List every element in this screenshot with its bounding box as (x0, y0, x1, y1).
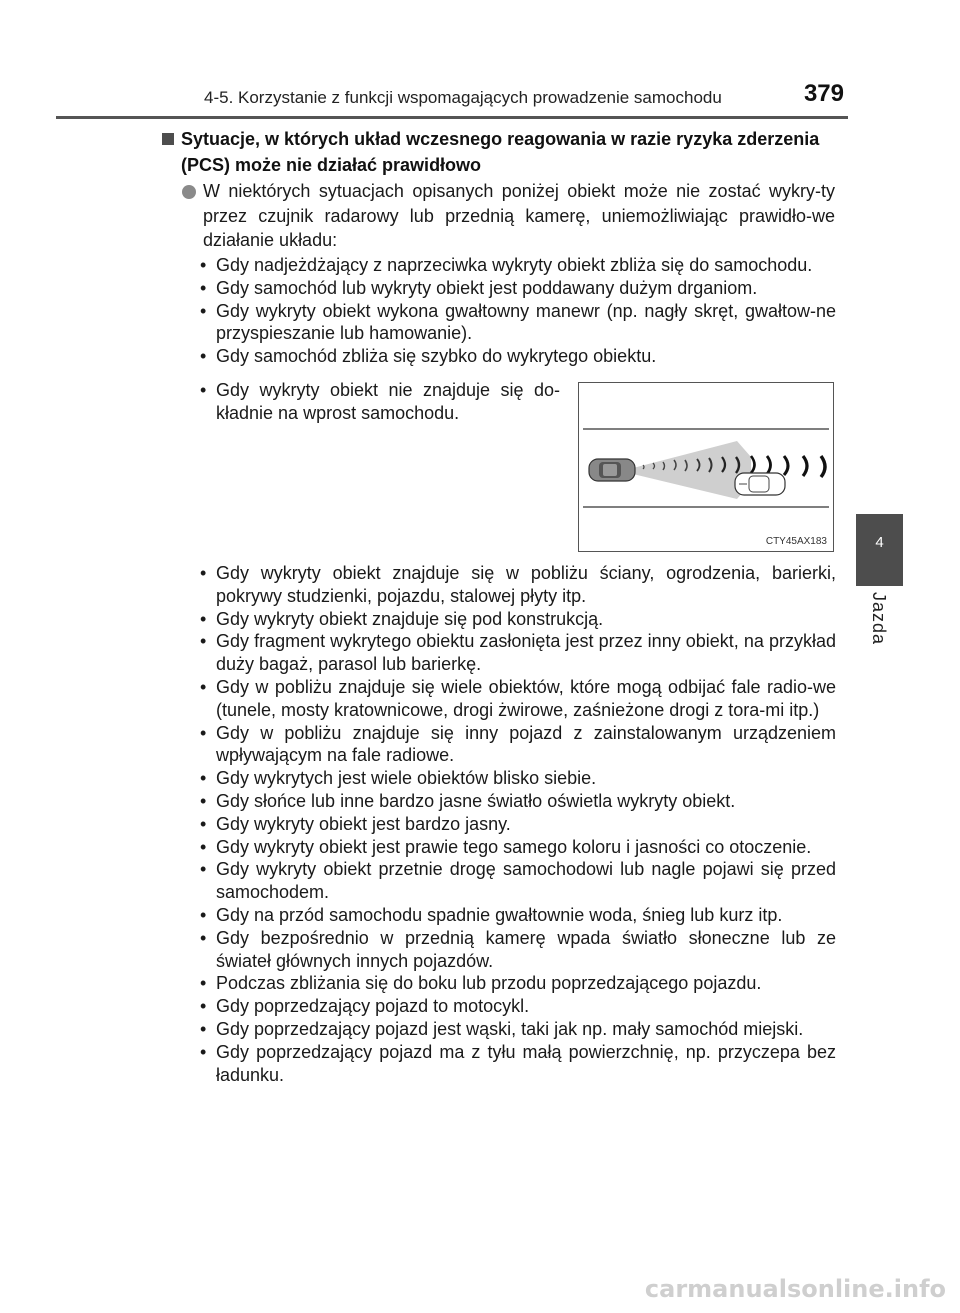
list-item: • Gdy fragment wykrytego obiektu zasłonięta jest przez inny obiekt, na przykład duży bagaż, parasol lub barierkę. (200, 630, 836, 676)
section-title: Sytuacje, w których układ wczesnego reagowania w razie ryzyka zderzenia (PCS) może nie działać prawidłowo (181, 129, 820, 175)
list-item: • Gdy słońce lub inne bardzo jasne światło oświetla wykryty obiekt. (200, 790, 836, 813)
chapter-number: 4 (875, 534, 884, 551)
list-item: • Gdy wykrytych jest wiele obiektów blisko siebie. (200, 767, 836, 790)
list-item: • Gdy wykryty obiekt wykona gwałtowny manewr (np. nagły skręt, gwałtow-ne przyspieszanie lub hamowanie). (200, 300, 836, 346)
chapter-label: Jazda (869, 592, 889, 646)
figure-illustration (579, 383, 835, 553)
bullet-dot-icon (182, 185, 196, 199)
list-item: • Gdy wykryty obiekt nie znajduje się do-kładnie na wprost samochodu. (200, 379, 560, 425)
own-car-icon (589, 459, 635, 481)
page-header (204, 80, 844, 110)
list-item: • Gdy w pobliżu znajduje się inny pojazd z zainstalowanym urządzeniem wpływającym na fale radiowe. (200, 722, 836, 768)
condition-list-b (200, 379, 560, 425)
list-item: • Gdy poprzedzający pojazd jest wąski, taki jak np. mały samochód miejski. (200, 1018, 836, 1041)
list-item: • Gdy nadjeżdżający z naprzeciwka wykryty obiekt zbliża się do samochodu. (200, 254, 836, 277)
chapter-label-container (858, 592, 903, 652)
offset-object-figure (578, 382, 834, 552)
list-item: • Gdy wykryty obiekt jest prawie tego samego koloru i jasności co otoczenie. (200, 836, 836, 859)
page-number: 379 (803, 80, 844, 107)
intro-paragraph: W niektórych sytuacjach opisanych poniżej obiekt może nie zostać wykry-ty przez czujnik radarowy lub przednią kamerę, uniemożliwiając prawidło-we działanie układu: (203, 181, 835, 250)
list-item: • Podczas zbliżania się do boku lub przodu poprzedzającego pojazdu. (200, 972, 836, 995)
condition-list-a (200, 254, 836, 368)
condition-list-c (200, 562, 836, 1086)
chapter-tab (856, 514, 903, 586)
header-rule (56, 116, 848, 119)
list-item: • Gdy bezpośrednio w przednią kamerę wpada światło słoneczne lub ze świateł głównych innych pojazdów. (200, 927, 836, 973)
header-title: 4-5. Korzystanie z funkcji wspomagających prowadzenie samochodu (204, 88, 722, 107)
list-item: • Gdy w pobliżu znajduje się wiele obiektów, które mogą odbijać fale radio-we (tunele, mosty kratownicowe, drogi żwirowe, zaśnieżone drogi z tora-mi itp.) (200, 676, 836, 722)
list-item: • Gdy samochód lub wykryty obiekt jest poddawany dużym drganiom. (200, 277, 836, 300)
figure-code: CTY45AX183 (765, 536, 827, 547)
list-item: • Gdy wykryty obiekt znajduje się w pobliżu ściany, ogrodzenia, barierki, pokrywy studzienki, pojazdu, stalowej płyty itp. (200, 562, 836, 608)
list-item: • Gdy poprzedzający pojazd to motocykl. (200, 995, 836, 1018)
list-item: • Gdy samochód zbliża się szybko do wykrytego obiektu. (200, 345, 836, 368)
watermark: carmanualsonline.info (644, 1275, 946, 1303)
section-square-icon (162, 133, 174, 145)
list-item: • Gdy poprzedzający pojazd ma z tyłu małą powierzchnię, np. przyczepa bez ładunku. (200, 1041, 836, 1087)
list-item: • Gdy wykryty obiekt przetnie drogę samochodowi lub nagle pojawi się przed samochodem. (200, 858, 836, 904)
detected-car-icon (735, 473, 785, 495)
list-item: • Gdy wykryty obiekt jest bardzo jasny. (200, 813, 836, 836)
list-item: • Gdy wykryty obiekt znajduje się pod konstrukcją. (200, 608, 836, 631)
list-item: • Gdy na przód samochodu spadnie gwałtownie woda, śnieg lub kurz itp. (200, 904, 836, 927)
